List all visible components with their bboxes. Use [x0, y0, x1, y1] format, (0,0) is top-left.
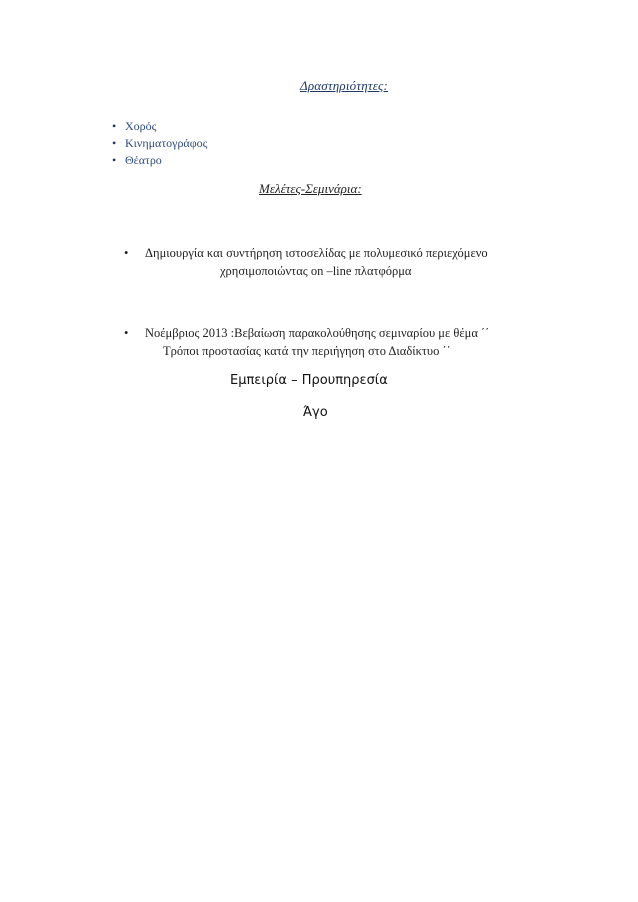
- bullet-icon: •: [112, 136, 117, 150]
- seminar-text-line: Δημιουργία και συντήρηση ιστοσελίδας με πολυμεσικό περιεχόμενο: [145, 246, 488, 260]
- list-item: [124, 246, 554, 286]
- activity-label: Χορός: [125, 119, 157, 133]
- experience-heading: Εμπειρία – Προυπηρεσία: [230, 373, 388, 388]
- activities-heading: Δραστηριότητες:: [300, 78, 389, 93]
- activity-label: Κινηματογράφος: [125, 136, 208, 150]
- activities-list: [112, 118, 207, 169]
- bullet-icon: •: [124, 326, 129, 340]
- seminar-text-line: Νοέμβριος 2013 :Βεβαίωση παρακολούθησης σεμιναρίου με θέμα ΄΄: [145, 326, 490, 340]
- bullet-icon: •: [124, 246, 129, 260]
- seminar-text-line: Τρόποι προστασίας κατά την περιήγηση στο Διαδίκτυο ΄΄: [163, 344, 451, 358]
- studies-heading: Μελέτες-Σεμινάρια:: [259, 181, 362, 196]
- activity-label: Θέατρο: [125, 153, 162, 167]
- list-item: [112, 118, 207, 135]
- bullet-icon: •: [112, 153, 117, 167]
- list-item: [112, 152, 207, 169]
- list-item: [124, 326, 554, 366]
- bullet-icon: •: [112, 119, 117, 133]
- seminars-list: [124, 246, 554, 358]
- list-item: [112, 135, 207, 152]
- seminar-text-line: χρησιμοποιώντας on –line πλατφόρμα: [220, 264, 412, 278]
- experience-text: Άγο: [303, 405, 328, 420]
